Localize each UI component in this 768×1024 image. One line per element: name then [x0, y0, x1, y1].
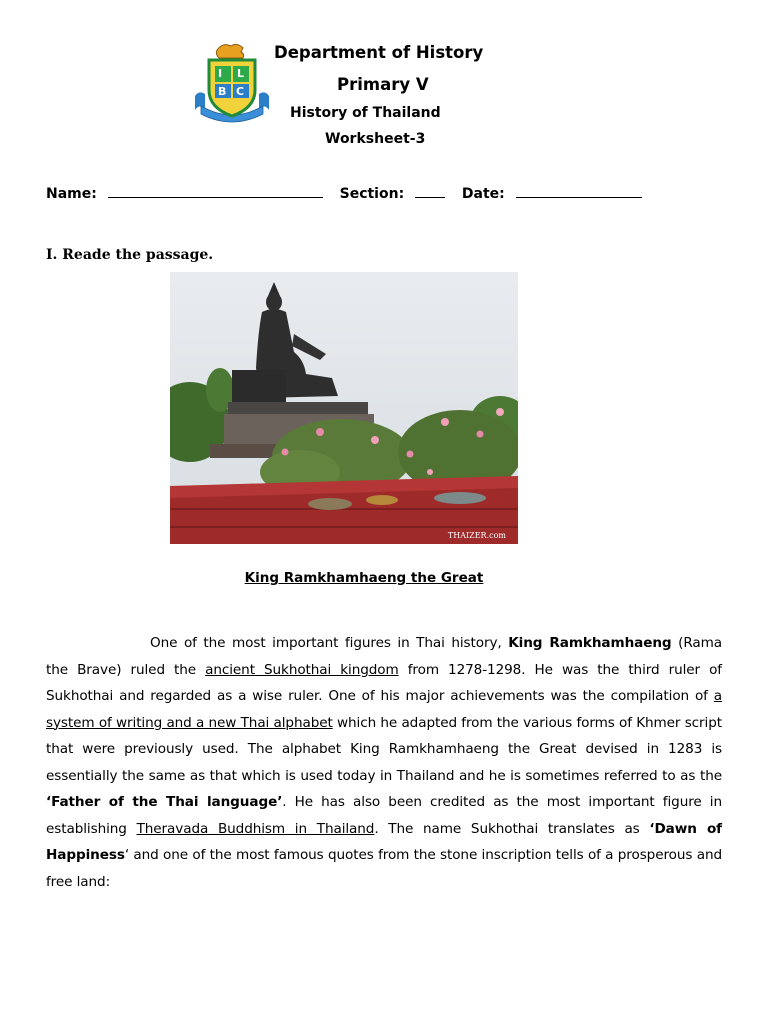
passage-bold-king: King Ramkhamhaeng [508, 635, 672, 651]
passage-bold-father: ‘Father of the Thai language’ [46, 794, 283, 810]
logo-letter-c: C [236, 85, 245, 98]
statue-photo [170, 272, 518, 544]
student-info-fields [46, 184, 654, 202]
section-label: Section: [339, 186, 405, 202]
passage-body [46, 630, 722, 895]
passage-text: ‘ and one of the most famous quotes from the stone inscription tells of a prosperous and free land: [46, 847, 722, 890]
logo-letter-i: I [218, 67, 223, 80]
worksheet-title: Worksheet-3 [325, 131, 426, 147]
date-label: Date: [461, 186, 505, 202]
passage-title: King Ramkhamhaeng the Great [244, 570, 484, 586]
passage-text: which he adapted from the various forms of Khmer script that were previously used. The alphabet King Ramkhamhaeng the Great devised in 1283 is essentially the same as that which is used today in Thailand and he is sometimes referred to as the [46, 714, 722, 784]
photo-watermark: THAIZER.com [447, 531, 506, 540]
date-blank[interactable] [516, 184, 642, 198]
instruction-heading: I. Reade the passage. [46, 247, 214, 263]
logo-letter-b: B [218, 85, 227, 98]
school-logo [193, 40, 271, 124]
logo-letter-l: L [237, 67, 245, 80]
passage-text: from 1278-1298. He was the third ruler of Sukhothai and regarded as a wise ruler. One of his major achievements was the compilation of [46, 661, 722, 704]
passage-underline-buddhism: Theravada Buddhism in Thailand [136, 820, 375, 837]
passage-text: (Rama the Brave) ruled the [46, 635, 722, 678]
grade-title: Primary V [337, 75, 429, 94]
name-blank[interactable] [108, 184, 323, 198]
passage-text: . He has also been credited as the most important figure in establishing [46, 794, 723, 837]
subject-title: History of Thailand [290, 105, 441, 121]
passage-text: . The name Sukhothai translates as [374, 820, 650, 837]
passage-bold-dawn: ‘Dawn of Happiness [46, 820, 722, 863]
passage-text: One of the most important figures in Thai history, [150, 635, 509, 651]
department-title: Department of History [274, 43, 484, 62]
passage-underline-alphabet: a system of writing and a new Thai alphabet [46, 688, 722, 731]
name-label: Name: [46, 186, 97, 202]
passage-underline-kingdom: ancient Sukhothai kingdom [205, 661, 399, 678]
section-blank[interactable] [415, 184, 445, 198]
